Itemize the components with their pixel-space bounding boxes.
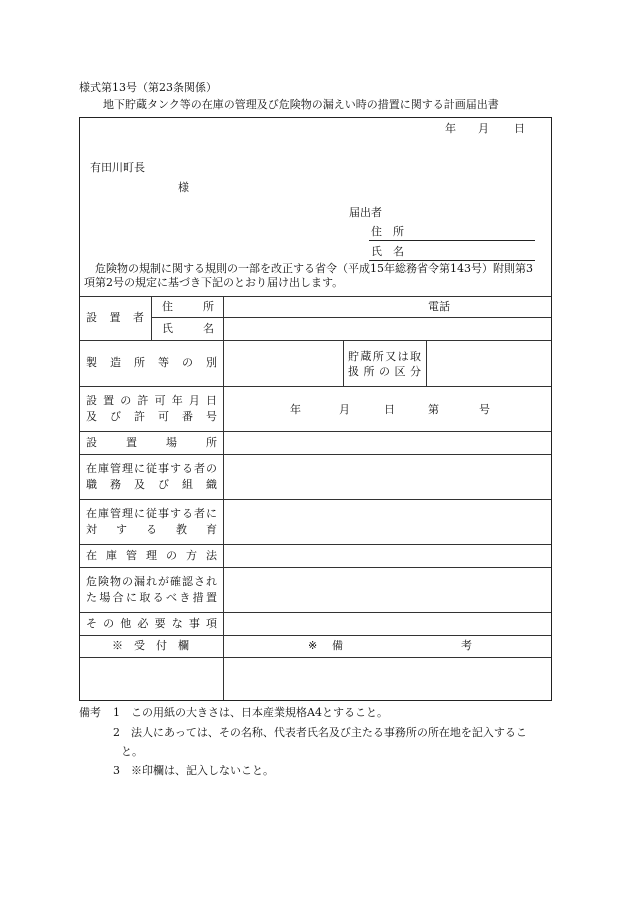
rule [223,296,224,700]
method-label: 在庫管理の方法 [86,549,217,562]
installer-address-label: 住所 [162,300,214,313]
staff-field[interactable] [225,456,549,497]
addressee-mayor: 有田川町長 [90,161,145,174]
note-2-text: 法人にあっては、その名称、代表者氏名及び主たる事務所の所在地を記入するこ [131,726,527,739]
note-1-number: 1 [113,706,120,719]
applicant-name-line[interactable] [369,260,535,261]
remarks-label-2: 考 [461,639,472,652]
phone-label: 電話 [428,300,450,313]
other-label: その他必要な事項 [86,617,217,630]
storage-type-field[interactable] [428,342,549,384]
rule [151,317,551,318]
date-month-label: 月 [478,122,489,135]
rule [80,657,551,658]
remarks-mark: ※ [308,639,318,652]
education-field[interactable] [225,501,549,542]
permit-month-label: 月 [339,403,350,416]
permit-label-1: 設置の許可年月日 [86,394,217,407]
facility-type-field[interactable] [225,342,341,384]
rule [80,431,551,432]
statement-line-1: 危険物の規制に関する規則の一部を改正する省令（平成15年総務省令第143号）附則第3 [95,262,533,275]
permit-label-2: 及び許可番号 [86,410,217,423]
permit-no-prefix: 第 [428,403,439,416]
location-label: 設置場所 [86,436,217,449]
applicant-label: 届出者 [349,206,382,219]
installer-address-field[interactable] [225,298,549,316]
rule [80,635,551,636]
installer-label: 設置者 [86,311,144,324]
date-year-label: 年 [445,122,456,135]
form-number: 様式第13号（第23条関係） [79,81,217,94]
rule [80,454,551,455]
note-1-text: この用紙の大きさは、日本産業規格A4とすること。 [131,706,388,719]
staff-label-2: 職務及び組織 [86,478,217,491]
staff-label-1: 在庫管理に従事する者の [86,462,217,475]
rule [80,340,551,341]
rule [151,296,152,340]
installer-name-field[interactable] [225,319,549,338]
note-3-number: 3 [113,764,120,777]
applicant-address-label: 住 所 [371,225,404,238]
location-field[interactable] [225,433,549,452]
leak-label-1: 危険物の漏れが確認され [86,575,217,588]
note-2-continuation: と。 [121,745,143,758]
document-title: 地下貯蔵タンク等の在庫の管理及び危険物の漏えい時の措置に関する計画届出書 [103,98,499,111]
permit-year-label: 年 [290,403,301,416]
statement-line-2: 項第2号の規定に基づき下記のとおり届け出します。 [84,276,344,289]
addressee-honorific: 様 [178,181,189,194]
note-2-number: 2 [113,726,120,739]
remarks-label-1: 備 [332,639,343,652]
education-label-1: 在庫管理に従事する者に [86,507,217,520]
reception-label: ※ 受 付 欄 [112,639,189,652]
leak-field[interactable] [225,569,549,610]
storage-type-label-2: 扱所の区分 [348,365,421,378]
rule [80,544,551,545]
education-label-2: 対する教育 [86,523,217,536]
remarks-field[interactable] [225,659,549,699]
rule [426,340,427,386]
method-field[interactable] [225,546,549,565]
installer-name-label: 氏名 [162,322,214,335]
reception-field[interactable] [82,659,221,699]
date-day-label: 日 [514,122,525,135]
rule [80,386,551,387]
leak-label-2: た場合に取るべき措置 [86,591,217,604]
notification-form [79,117,552,701]
storage-type-label-1: 貯蔵所又は取 [348,350,421,363]
applicant-address-line[interactable] [369,240,535,241]
facility-type-label: 製造所等の別 [86,356,217,369]
notes-heading: 備考 [79,706,101,719]
note-3-text: ※印欄は、記入しないこと。 [131,764,274,777]
applicant-name-label: 氏 名 [371,245,404,258]
rule [343,340,344,386]
rule [80,499,551,500]
rule [80,612,551,613]
rule [80,567,551,568]
permit-no-suffix: 号 [479,403,490,416]
permit-day-label: 日 [384,403,395,416]
other-field[interactable] [225,614,549,633]
